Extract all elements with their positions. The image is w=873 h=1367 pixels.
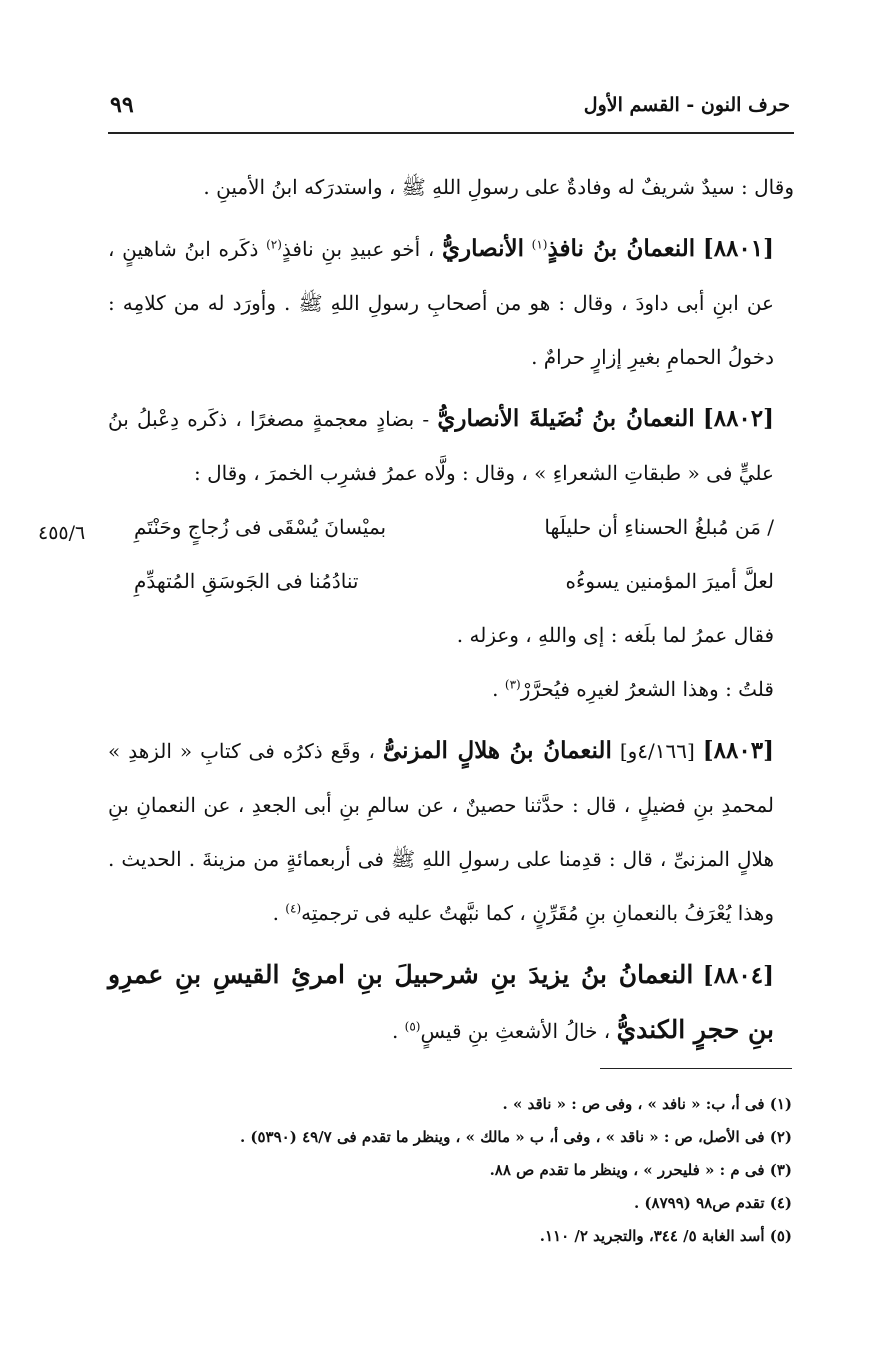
footnote-marker: (٥) xyxy=(404,1019,421,1034)
entry-8802-after xyxy=(108,608,794,662)
verse-line xyxy=(134,554,774,608)
footnote-5: (٥) أسد الغابة ٥/ ٣٤٤، والتجريد ٢/ ١١٠. xyxy=(539,1227,792,1245)
author-note: قلتُ : وهذا الشعرُ لغيرِه فيُحرَّرْ xyxy=(520,677,774,701)
verse-hemistich-second: بميْسانَ يُسْقَى فى زُجاجٍ وحَنْتَمِ xyxy=(134,515,387,539)
verse-hemistich-first: لعلَّ أميرَ المؤمنين يسوءُه xyxy=(565,569,774,593)
running-title: حرف النون - القسم الأول xyxy=(583,94,790,116)
continuation-text: وقال : سيدٌ شريفٌ له وفادةٌ على رسولِ اللهِ ﷺ ، واستدرَكه ابنُ الأمينِ . xyxy=(203,175,794,199)
entry-text: ، وقَع ذكرُه فى كتابِ « الزهدِ » لمحمدِ بنِ فضيلٍ ، قال : حدَّثنا حصينٌ ، عن سالمِ بنِ أبى الجعدِ ، عن النعمانِ بنِ هلالٍ المزنىِّ ، قال : قدِمنا على رسولِ اللهِ ﷺ فى أربعمائةٍ من مزينةَ . الحديث . وهذا يُعْرَفُ بالنعمانِ بنِ مُقَرِّنٍ ، كما نبَّهتُ عليه فى ترجمتِه xyxy=(108,739,774,925)
footnote-2: (٢) فى الأصل، ص : « ناقد » ، وفى أ، ب « مالك » ، وينظر ما تقدم فى ٤٩/٧ (٥٣٩٠) . xyxy=(239,1128,792,1146)
footnote-marker: (٣) xyxy=(504,677,521,692)
manuscript-reference: [٤/١٦٦و] xyxy=(619,739,695,763)
entry-8802 xyxy=(108,392,794,500)
paragraph-continuation xyxy=(108,160,794,214)
footnote-marker: (٢) xyxy=(266,237,282,252)
margin-reference: ٤٥٥/٦ xyxy=(38,522,86,544)
entry-text: ، أخو عبيدِ بنِ نافذٍ xyxy=(281,237,435,261)
poem-verses xyxy=(108,500,774,608)
footnote-marker: (١) xyxy=(531,237,548,252)
page-number: ٩٩ xyxy=(110,92,134,118)
header-rule xyxy=(108,132,794,134)
entry-8804: [٨٨٠٤] النعمانُ بنُ يزيدَ بنِ شرحبيلَ بنِ امرئِ القيسِ بنِ عمرِو بنِ حجرٍ الكنديُّ ، خالُ الأشعثِ بنِ قيسٍ$^{(٥)}$ . xyxy=(108,960,774,1044)
entry-number: [٨٨٠٣] xyxy=(702,737,774,764)
entry-name: النعمانُ بنُ نُضَيلةَ الأنصاريُّ xyxy=(437,405,695,432)
footnote-marker: (٤) xyxy=(285,901,302,916)
page-body xyxy=(108,160,794,1058)
verse-hemistich-first: / مَن مُبلغُ الحسناءِ أن حليلَها xyxy=(544,515,774,539)
entry-8803: [٨٨٠٣] [٤/١٦٦و] النعمانُ بنُ هلالٍ المزنىُّ ، وقَع ذكرُه فى كتابِ « الزهدِ » لمحمدِ بنِ فضيلٍ ، قال : حدَّثنا حصينٌ ، عن سالمِ بنِ أبى الجعدِ ، عن النعمانِ بنِ هلالٍ المزنىِّ ، قال : قدِمنا على رسولِ اللهِ ﷺ فى أربعمائةٍ من مزينةَ . الحديث . وهذا يُعْرَفُ بالنعمانِ بنِ مُقَرِّنٍ ، كما نبَّهتُ عليه فى ترجمتِه$^{(٤)}$ . xyxy=(108,737,774,925)
footnote-rule xyxy=(600,1068,792,1069)
entry-number: [٨٨٠٤] xyxy=(702,962,774,989)
entry-8801 xyxy=(108,222,794,384)
entry-name: النعمانُ بنُ نافذٍ xyxy=(547,235,696,262)
entry-text: ذكَره ابنُ شاهينٍ ، عن ابنِ أبى داودَ ، وقال : هو من أصحابِ رسولِ اللهِ ﷺ . وأورَد له من كلامِه : دخولُ الحمامِ بغيرِ إزارٍ حرامٌ . xyxy=(108,237,774,369)
footnote-3: (٣) فى م : « فليحرر » ، وينظر ما تقدم ص ٨٨. xyxy=(489,1161,792,1179)
entry-text: فقال عمرُ لما بلَغه : إى واللهِ ، وعزله . xyxy=(456,623,774,647)
verse-hemistich-second: تنادُمُنا فى الجَوسَقِ المُتهدِّمِ xyxy=(134,569,359,593)
entry-text: ، خالُ الأشعثِ بنِ قيسٍ xyxy=(420,1019,611,1043)
footnote-1: (١) فى أ، ب: « نافد » ، وفى ص : « ناقد » . xyxy=(502,1095,792,1113)
entry-8802-note: قلتُ : وهذا الشعرُ لغيرِه فيُحرَّرْ$^{(٣)}$ . xyxy=(492,677,774,701)
footnotes xyxy=(150,1088,792,1253)
verse-line xyxy=(134,500,774,554)
entry-number: [٨٨٠٢] xyxy=(702,405,775,432)
page-header xyxy=(110,88,790,128)
footnote-4: (٤) تقدم ص٩٨ (٨٧٩٩) . xyxy=(633,1194,792,1212)
entry-number: [٨٨٠١] xyxy=(702,235,775,262)
entry-text: - بضادٍ معجمةٍ مصغرًا ، ذكَره دِعْبلُ بنُ عليٍّ فى « طبقاتِ الشعراءِ » ، وقال : ولَّاه عمرُ فشرِب الخمرَ ، وقال : xyxy=(108,407,774,485)
entry-name: النعمانُ بنُ يزيدَ بنِ شرحبيلَ بنِ امرئِ القيسِ بنِ عمرِو بنِ حجرٍ الكنديُّ xyxy=(108,960,774,1044)
entry-name-nisba: الأنصاريُّ xyxy=(442,235,524,262)
entry-name: النعمانُ بنُ هلالٍ المزنىُّ xyxy=(382,737,612,764)
